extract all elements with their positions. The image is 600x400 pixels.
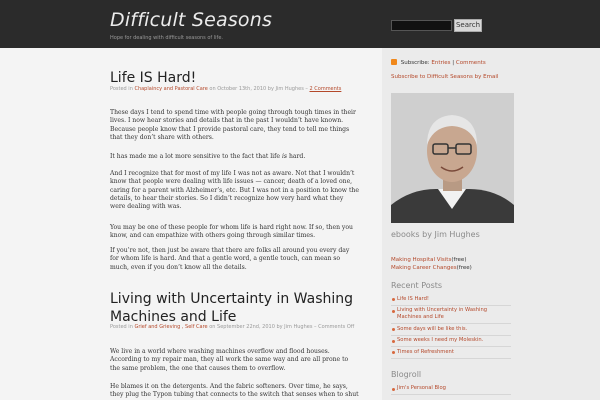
post-meta [110, 86, 370, 93]
rss-icon [391, 59, 397, 65]
recent-post-link[interactable]: Some days will be like this. [391, 324, 511, 336]
recent-post-link[interactable]: Times of Refreshment [391, 347, 511, 359]
recent-post-link[interactable]: Some weeks I need my Moleskin. [391, 336, 511, 348]
comments-link[interactable]: 2 Comments [309, 86, 342, 92]
search-input[interactable] [391, 20, 452, 31]
post-paragraph: And I recognize that for most of my life I was not as aware. Not that I wouldn’t know that people were dealing with life issues — cancer, death of a loved one, caring for a parent with Alzheimer’s, etc. But I was not in a position to know the details, to hear their stories. So I didn’t recognize how very hard what they were dealing with was. [110, 170, 359, 211]
entries-link[interactable]: Entries [431, 60, 451, 66]
site-header [0, 0, 600, 48]
blogroll-link[interactable]: Jim's Personal Blog [391, 384, 511, 395]
subscribe-row [391, 59, 486, 67]
post-paragraph: You may be one of these people for whom life is hard right now. If so, then you know, and can empathize with others going through similar times. [110, 224, 353, 240]
meta-posted-in: Posted in [110, 86, 133, 92]
ebook-note: (free) [456, 264, 472, 271]
category-link[interactable]: Grief and Grieving , Self Care [134, 324, 208, 330]
site-title[interactable]: Difficult Seasons [110, 9, 273, 31]
post-title[interactable]: Life IS Hard! [110, 70, 197, 86]
ebook-link[interactable]: Making Hospital Visits [391, 257, 452, 263]
author-portrait-icon [391, 93, 514, 223]
meta-date-author: on October 13th, 2010 by Jim Hughes – [209, 86, 308, 92]
paragraph-text: hard. [288, 153, 306, 160]
email-subscribe-link[interactable]: Subscribe to Difficult Seasons by Email [391, 74, 499, 80]
meta-date-author: on September 22nd, 2010 by Jim Hughes – Comments Off [209, 324, 355, 330]
ebooks-widget-title: ebooks by Jim Hughes [391, 230, 480, 239]
recent-post-link[interactable]: Life IS Hard! [391, 294, 511, 306]
recent-posts-list [391, 294, 511, 359]
post-paragraph: These days I tend to spend time with people going through tough times in their lives. I now hear stories and details that in the past I wouldn’t have known. Because people know that I provide pastoral care, they tend to tell me things that they don’t share with others. [110, 109, 356, 141]
ebook-note: (free) [451, 257, 467, 263]
author-photo [391, 93, 514, 223]
blogroll-title: Blogroll [391, 370, 422, 379]
ebook-item [391, 257, 472, 265]
post-paragraph: If you’re not, then just be aware that there are folks all around you every day for whom life is hard. And that a gentle word, a gentle touch, can mean so much, even if you don’t know all the details. [110, 247, 350, 271]
meta-posted-in: Posted in [110, 324, 133, 330]
emphasis-text: is [281, 153, 288, 160]
subscribe-label: Subscribe: [400, 60, 430, 66]
category-link[interactable]: Chaplaincy and Pastoral Care [134, 86, 208, 92]
paragraph-text: It has made me a lot more sensitive to the fact that life [110, 153, 280, 160]
recent-post-link[interactable]: Living with Uncertainty in Washing Machines and Life [391, 306, 511, 325]
recent-posts-title: Recent Posts [391, 281, 443, 290]
separator: | [452, 60, 455, 66]
post-paragraph [110, 153, 360, 161]
site-tagline: Hope for dealing with difficult seasons of life. [110, 35, 223, 41]
post-paragraph: We live in a world where washing machines overflow and flood houses. According to my repair man, they all work the same way and are all prone to the same problem, the one that causes them to overflow. [110, 348, 349, 372]
post-meta [110, 324, 380, 331]
post-title[interactable]: Living with Uncertainty in Washing Machines and Life [110, 291, 354, 325]
search-button[interactable]: Search [454, 19, 482, 32]
ebook-item [391, 265, 472, 273]
ebook-list [391, 257, 472, 272]
ebook-link[interactable]: Making Career Changes [391, 264, 457, 271]
comments-feed-link[interactable]: Comments [455, 60, 486, 66]
post-paragraph: He blames it on the detergents. And the fabric softeners. Over time, he says, they plug the Typon tubing that connects to the switch that senses when to shut [110, 383, 359, 399]
blogroll-list [391, 384, 511, 395]
